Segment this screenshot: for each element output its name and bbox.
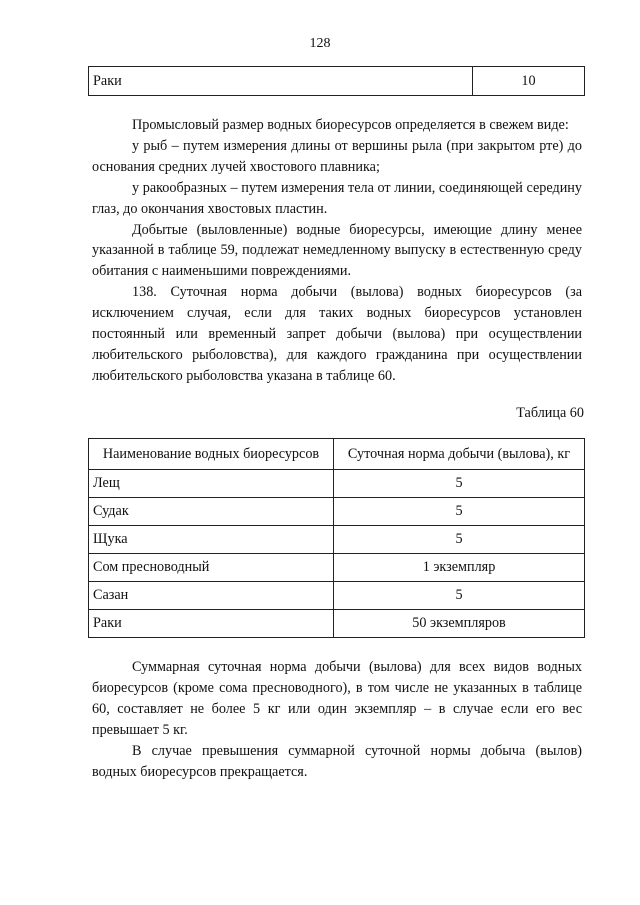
species-cell: Сом пресноводный (89, 554, 334, 582)
species-cell: Щука (89, 526, 334, 554)
continued-table (88, 66, 585, 96)
norm-cell: 5 (334, 582, 585, 610)
paragraph: у ракообразных – путем измерения тела от линии, соединяющей середину глаз, до окончания хвостовых пластин. (92, 179, 582, 217)
norm-cell: 5 (334, 498, 585, 526)
table-row (89, 610, 585, 638)
paragraph: у рыб – путем измерения длины от вершины рыла (при закрытом рте) до основания средних лучей хвостового плавника; (92, 137, 582, 175)
norm-cell: 5 (334, 470, 585, 498)
table-row (89, 526, 585, 554)
size-value-cell: 10 (473, 67, 585, 96)
species-cell: Раки (89, 610, 334, 638)
table-row (89, 498, 585, 526)
intro-text (92, 115, 582, 387)
table-caption: Таблица 60 (516, 405, 584, 421)
paragraph: Суммарная суточная норма добычи (вылова) для всех видов водных биоресурсов (кроме сома пресноводного), в том числе не указанных в таблице 60, составляет не более 5 кг или один экземпляр – в случае если его вес превышает 5 кг. (92, 659, 582, 738)
species-cell: Лещ (89, 470, 334, 498)
table-row (89, 554, 585, 582)
table-row (89, 582, 585, 610)
species-cell: Сазан (89, 582, 334, 610)
paragraph: В случае превышения суммарной суточной нормы добыча (вылов) водных биоресурсов прекращается. (92, 742, 582, 780)
paragraph: Добытые (выловленные) водные биоресурсы, имеющие длину менее указанной в таблице 59, подлежат немедленному выпуску в естественную среду обитания с наименьшими повреждениями. (92, 221, 582, 280)
column-header-norm: Суточная норма добычи (вылова), кг (334, 439, 585, 470)
paragraph: Промысловый размер водных биоресурсов определяется в свежем виде: (132, 117, 569, 133)
norm-cell: 1 экземпляр (334, 554, 585, 582)
column-header-species: Наименование водных биоресурсов (89, 439, 334, 470)
catch-norm-table (88, 438, 585, 638)
paragraph: 138. Суточная норма добычи (вылова) водных биоресурсов (за исключением случая, если для таких водных биоресурсов установлен постоянный или временный запрет добычи (вылова) при осуществлении любительского рыболовства), для каждого гражданина при осуществлении любительского рыболовства указана в таблице 60. (92, 284, 582, 384)
norm-cell: 50 экземпляров (334, 610, 585, 638)
closing-text (92, 657, 582, 782)
page-number: 128 (309, 36, 331, 51)
species-cell: Судак (89, 498, 334, 526)
table-row (89, 67, 585, 96)
norm-cell: 5 (334, 526, 585, 554)
species-name-cell: Раки (89, 67, 473, 96)
table-header-row (89, 439, 585, 470)
table-row (89, 470, 585, 498)
